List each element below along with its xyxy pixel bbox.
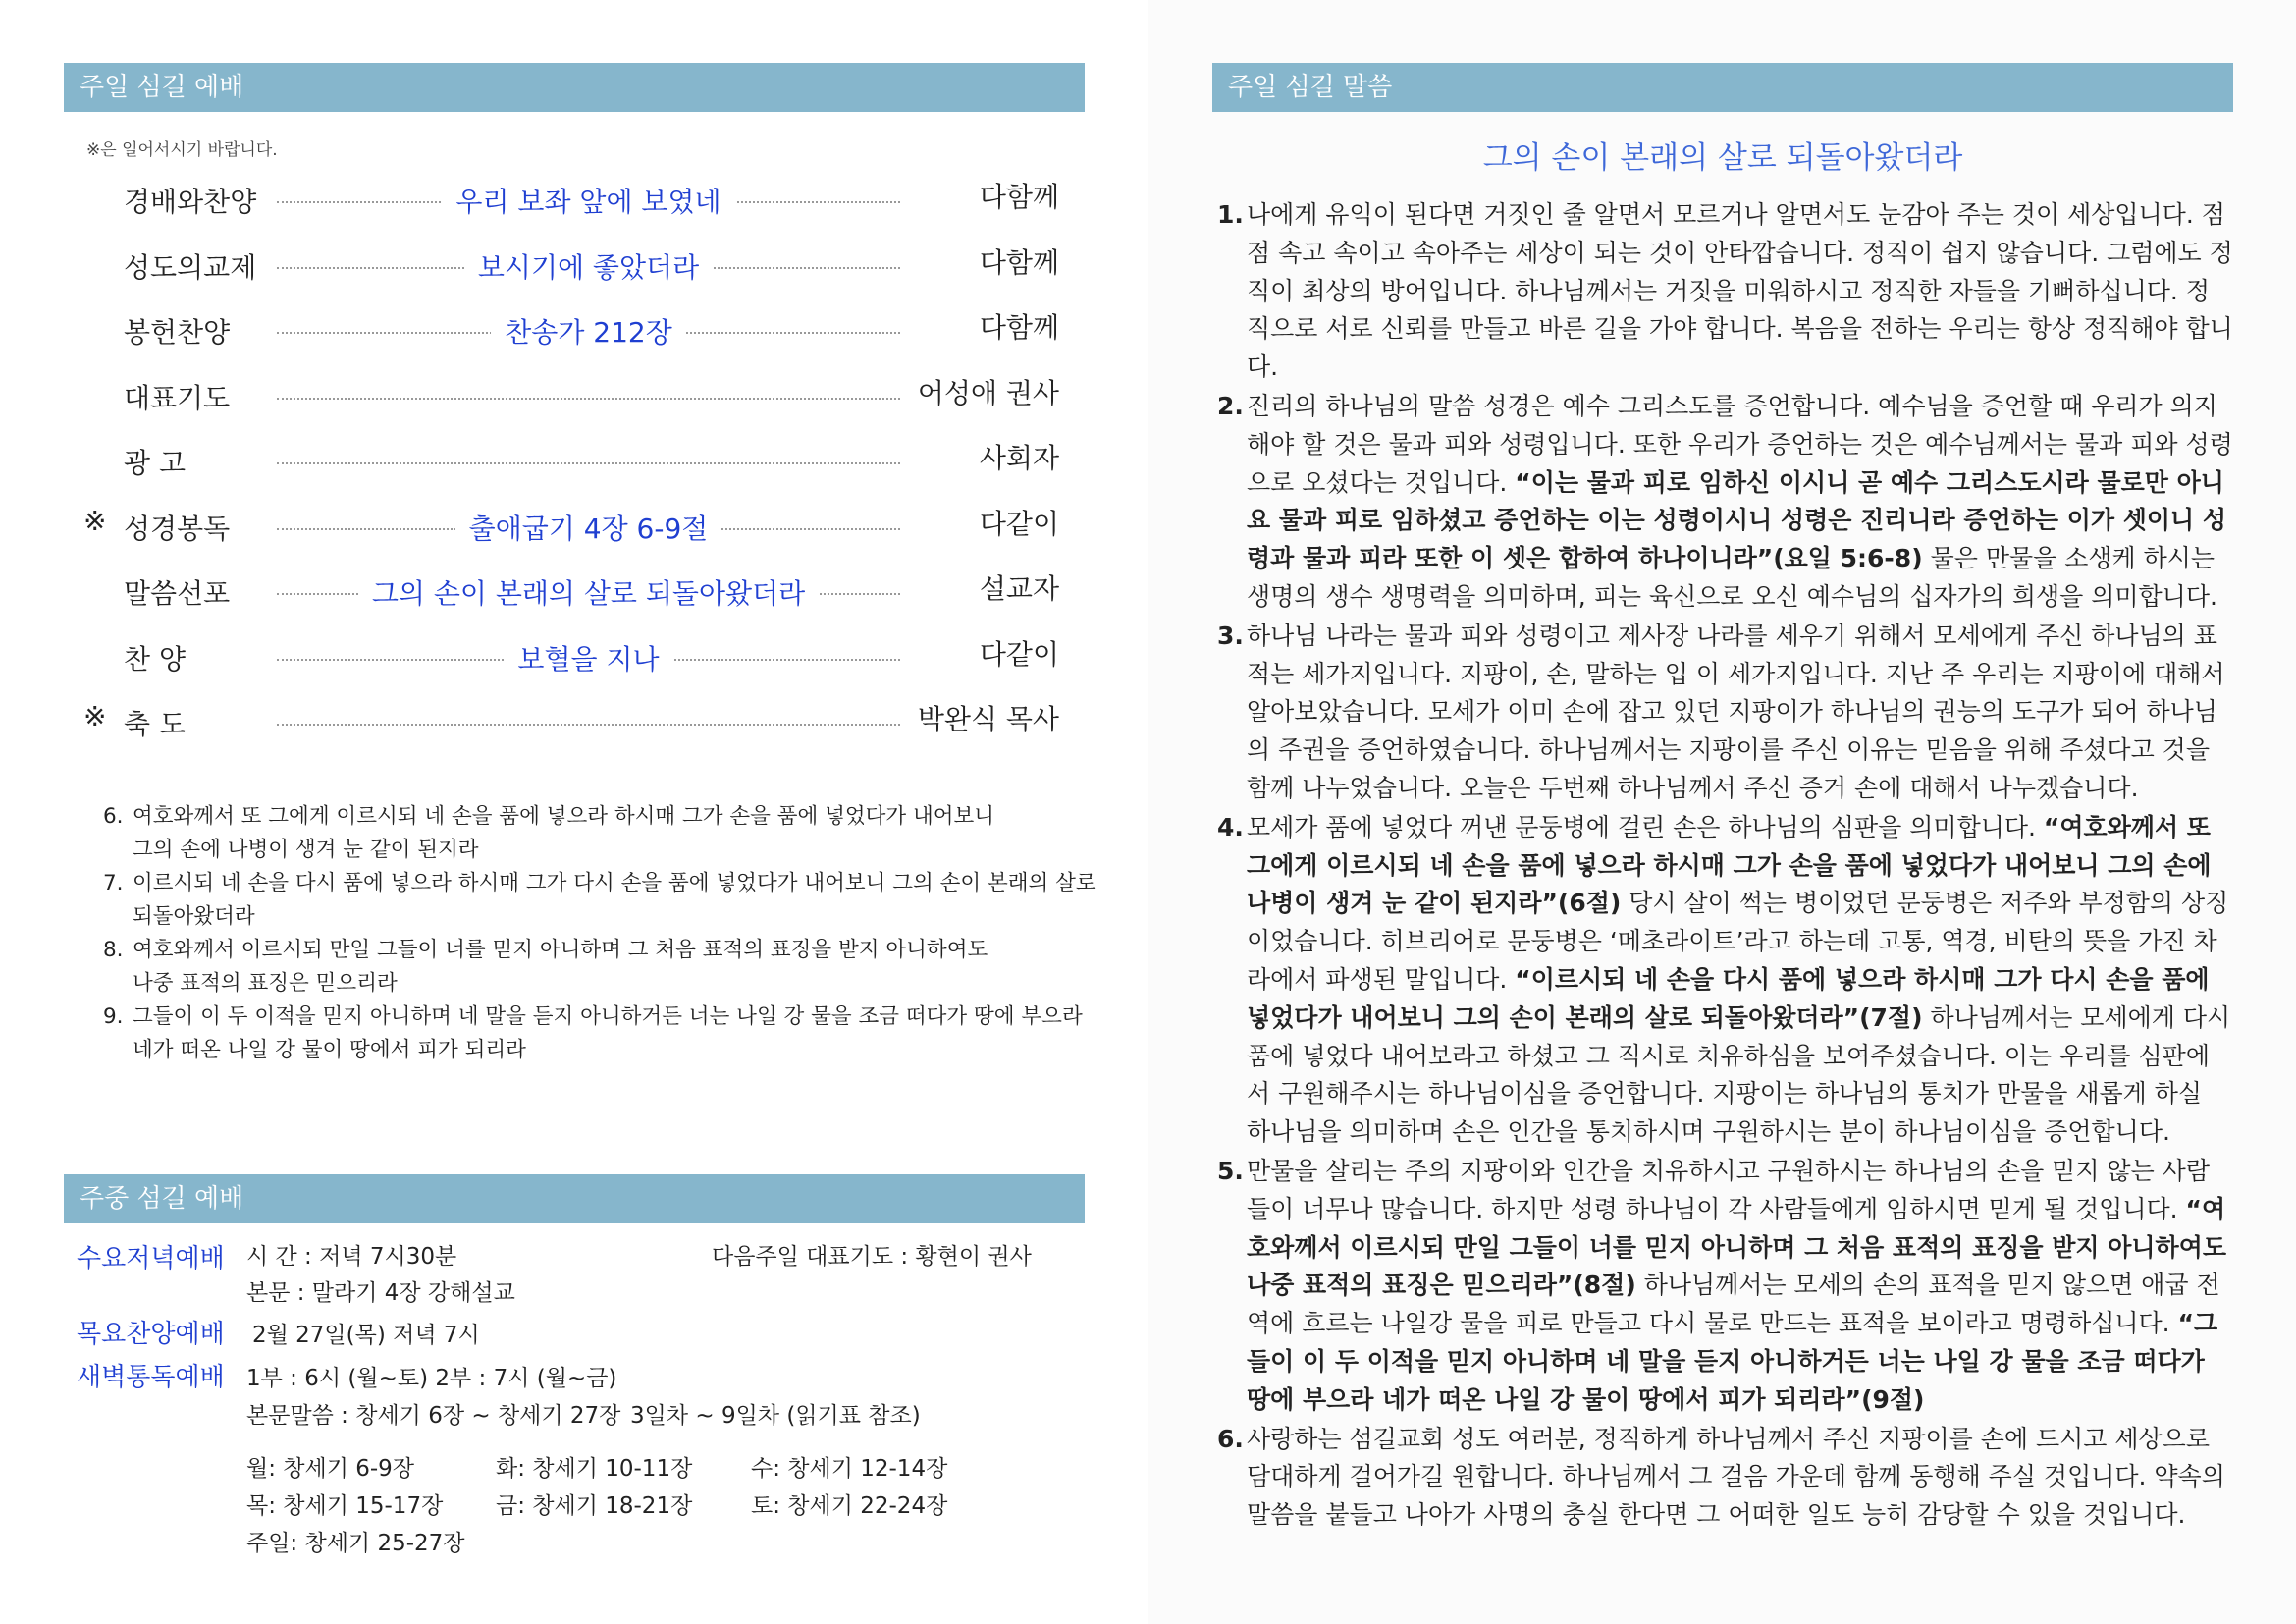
verse-line: 이르시되 네 손을 다시 품에 넣으라 하시매 그가 다시 손을 품에 넣었다가 내어보니 그의 손이 본래의 살로: [133, 871, 1096, 895]
point-text: 당시 살이 썩는 병이었던 문둥병은 저주와 부정함의 상징이었습니다. 히브리어로 문둥병은 ‘메초라이트’라고 하는데 고통, 역경, 비탄의 뜻을 가진 차라에서 파생된 말입니다.: [1247, 889, 2229, 994]
scripture-quote: “그들이 이 두 이적을 믿지 아니하며 네 말을 듣지 아니하거든 너는 나일 강 물을 조금 떠다가 땅에 부으라 네가 떠온 나일 강 물이 땅에서 피가 되리라”(9절): [1247, 1309, 2218, 1414]
sermon-point: [1217, 1421, 2233, 1535]
verse-line: 나중 표적의 표징은 믿으리라: [133, 971, 398, 996]
verse-number: 6.: [103, 804, 124, 829]
order-label: 성도의교제: [124, 251, 257, 284]
order-leader: 다함께: [979, 246, 1059, 279]
schedule-friday: 금: 창세기 18-21장: [496, 1493, 693, 1519]
point-text: 사랑하는 섬길교회 성도 여러분, 정직하게 하나님께서 주신 지팡이를 손에 드시고 세상으로 담대하게 걸어가길 원합니다. 하나님께서 그 걸음 가운데 함께 동행해 주실 것입니다. 약속의 말씀을 붙들고 나아가 사명의 충실 한다면 그 어떠한 일도 능히 감당할 수 있을 것입니다.: [1247, 1424, 2225, 1530]
point-number: 3.: [1217, 621, 1244, 650]
order-leader: 사회자: [979, 442, 1059, 474]
order-title: 보시기에 좋았더라: [464, 251, 713, 284]
dotted-leader: [277, 398, 900, 400]
order-leader: 다같이: [979, 508, 1059, 540]
point-number: 1.: [1217, 200, 1244, 229]
point-text: 하나님께서는 모세에게 다시 품에 넣었다 내어보라고 하셨고 그 직시로 치유하심을 보여주셨습니다. 이는 우리를 심판에서 구원해주시는 하나님이심을 증언합니다. 지팡이는 하나님의 통치가 만물을 새롭게 하실 하나님을 의미하며 손은 인간을 통치하시며 구원하시는 분이 하나님이심을 증언합니다.: [1247, 1002, 2231, 1147]
order-label: 경배와찬양: [124, 186, 257, 218]
point-number: 6.: [1217, 1424, 1244, 1453]
schedule-monday: 월: 창세기 6-9장: [246, 1456, 415, 1482]
order-label: 광 고: [124, 447, 186, 479]
sermon-header: 주일 섬길 말씀: [1212, 63, 2233, 112]
order-row: [64, 172, 1085, 221]
scripture-quote: “여호와께서 또 그에게 이르시되 네 손을 품에 넣으라 하시매 그가 손을 품에 넣었다가 내어보니 그의 손에 나병이 생겨 눈 같이 된지라”(6절): [1247, 812, 2212, 918]
sermon-point: [1217, 388, 2233, 617]
wednesday-text: 본문 : 말라기 4장 강해설교: [246, 1280, 515, 1306]
order-label: 축 도: [124, 708, 186, 740]
schedule-sunday: 주일: 창세기 25-27장: [246, 1531, 465, 1556]
dawn-service-name: 새벽통독예배: [77, 1363, 225, 1392]
point-text: 나에게 유익이 된다면 거짓인 줄 알면서 모르거나 알면서도 눈감아 주는 것이 세상입니다. 점점 속고 속이고 속아주는 세상이 되는 것이 안타깝습니다. 정직이 쉽지 않습니다. 그럼에도 정직이 최상의 방어입니다. 하나님께서는 거짓을 미워하시고 정직한 자들을 기뻐하십니다. 정직으로 서로 신뢰를 만들고 바른 길을 가야 합니다. 복음을 전하는 우리는 항상 정직해야 합니다.: [1247, 200, 2233, 382]
order-label: 말씀선포: [124, 577, 231, 610]
dawn-days: 3일차 ~ 9일차 (읽기표 참조): [630, 1403, 921, 1429]
scripture-quote: “이는 물과 피로 임하신 이시니 곧 예수 그리스도시라 물로만 아니요 물과 피로 임하셨고 증언하는 이는 성령이시니 성령은 진리니라 증언하는 이가 셋이니 성령과 물과 피라 또한 이 셋은 합하여 하나이니라”(요일 5:6-8): [1247, 467, 2226, 573]
wednesday-service-name: 수요저녁예배: [77, 1244, 225, 1273]
order-leader: 다함께: [979, 311, 1059, 344]
verse-line: 그들이 이 두 이적을 믿지 아니하며 네 말을 듣지 아니하거든 너는 나일 강 물을 조금 떠다가 땅에 부으라: [133, 1004, 1083, 1029]
sermon-point: [1217, 196, 2233, 387]
order-label: 찬 양: [124, 643, 186, 676]
verse-number: 9.: [103, 1004, 124, 1029]
verse-item: [103, 800, 1085, 867]
order-title: 그의 손이 본래의 살로 되돌아왔더라: [358, 577, 819, 610]
schedule-saturday: 토: 창세기 22-24장: [751, 1493, 948, 1519]
point-number: 5.: [1217, 1156, 1244, 1185]
order-leader: 박완식 목사: [917, 703, 1059, 735]
wednesday-time: 시 간 : 저녁 7시30분: [246, 1244, 457, 1270]
order-row: [64, 238, 1085, 287]
weekday-service-header: 주중 섬길 예배: [64, 1174, 1085, 1223]
verse-item: [103, 934, 1085, 1001]
scripture-quote: “이르시되 네 손을 다시 품에 넣으라 하시매 그가 다시 손을 품에 넣었다가 내어보니 그의 손이 본래의 살로 되돌아왔더라”(7절): [1247, 964, 2210, 1032]
point-text: 물은 만물을 소생케 하시는 생명의 생수 생명력을 의미하며, 피는 육신으로 오신 예수님의 십자가의 희생을 의미합니다.: [1247, 544, 2217, 611]
order-leader: 어성애 권사: [917, 377, 1059, 409]
point-number: 2.: [1217, 391, 1244, 420]
sunday-service-header: 주일 섬길 예배: [64, 63, 1085, 112]
order-title: 출애굽기 4장 6-9절: [455, 513, 722, 545]
point-text: 하나님께서는 모세의 손의 표적을 믿지 않으면 애굽 전역에 흐르는 나일강 물을 피로 만들고 다시 물로 만드는 표적을 보이라고 명령하십니다.: [1247, 1271, 2220, 1338]
order-title: 우리 보좌 앞에 보였네: [442, 186, 734, 218]
order-row: [64, 499, 1085, 548]
verse-item: [103, 867, 1096, 934]
verse-number: 8.: [103, 938, 124, 962]
schedule-thursday: 목: 창세기 15-17장: [246, 1493, 444, 1519]
dotted-leader: [277, 462, 900, 464]
order-leader: 설교자: [979, 572, 1059, 605]
verse-line: 여호와께서 이르시되 만일 그들이 너를 믿지 아니하며 그 처음 표적의 표징을 받지 아니하여도: [133, 938, 988, 962]
sermon-point: [1217, 618, 2233, 808]
thursday-time: 2월 27일(목) 저녁 7시: [252, 1323, 480, 1348]
scripture-quote: “여호와께서 이르시되 만일 그들이 너를 믿지 아니하며 그 처음 표적의 표징을 받지 아니하여도 나중 표적의 표징은 믿으리라”(8절): [1247, 1194, 2226, 1300]
thursday-service-name: 목요찬양예배: [77, 1320, 225, 1349]
order-row: [64, 368, 1085, 417]
point-text: 진리의 하나님의 말씀 성경은 예수 그리스도를 증언합니다. 예수님을 증언할 때 우리가 의지해야 할 것은 물과 피와 성령입니다. 또한 우리가 증언하는 것은 예수님께서는 물과 피와 성령으로 오셨다는 것입니다.: [1247, 391, 2233, 497]
point-text: 만물을 살리는 주의 지팡이와 인간을 치유하시고 구원하시는 하나님의 손을 믿지 않는 사람들이 너무나 많습니다. 하지만 성령 하나님이 각 사람들에게 임하시면 믿게 될 것입니다.: [1247, 1156, 2210, 1223]
point-number: 4.: [1217, 812, 1244, 841]
schedule-tuesday: 화: 창세기 10-11장: [496, 1456, 693, 1482]
standing-mark: ※: [83, 700, 107, 732]
verse-item: [103, 1001, 1085, 1067]
verse-line: 그의 손에 나병이 생겨 눈 같이 된지라: [133, 838, 479, 862]
verse-line: 되돌아왔더라: [133, 904, 255, 929]
order-title: 보혈을 지나: [504, 643, 672, 676]
order-label: 대표기도: [124, 382, 231, 414]
verse-line: 네가 떠온 나일 강 물이 땅에서 피가 되리라: [133, 1038, 526, 1062]
point-text: 모세가 품에 넣었다 꺼낸 문둥병에 걸린 손은 하나님의 심판을 의미합니다.: [1247, 812, 2044, 841]
order-leader: 다같이: [979, 638, 1059, 671]
dawn-text: 본문말씀 : 창세기 6장 ~ 창세기 27장: [246, 1403, 621, 1429]
order-leader: 다함께: [979, 181, 1059, 213]
scripture-verses: [103, 800, 1096, 1067]
sermon-point: [1217, 1153, 2233, 1420]
order-row: [64, 433, 1085, 482]
sermon-points: [1217, 196, 2233, 1536]
point-text: 하나님 나라는 물과 피와 성령이고 제사장 나라를 세우기 위해서 모세에게 주신 하나님의 표적는 세가지입니다. 지팡이, 손, 말하는 입 이 세가지입니다. 지난 주 우리는 지팡이에 대해서 알아보았습니다. 모세가 이미 손에 잡고 있던 지팡이가 하나님의 권능의 도구가 되어 하나님의 주권을 증언하였습니다. 하나님께서는 지팡이를 주신 이유는 믿음을 위해 주셨다고 것을 함께 나누었습니다. 오늘은 두번째 하나님께서 주신 증거 손에 대해서 나누겠습니다.: [1247, 621, 2225, 802]
sermon-title: 그의 손이 본래의 살로 되돌아왔더라: [1482, 140, 1963, 176]
standing-note: ※은 일어서시기 바랍니다.: [86, 140, 278, 160]
next-week-prayer: 다음주일 대표기도 : 황현이 권사: [712, 1244, 1032, 1270]
order-title: 찬송가 212장: [491, 316, 686, 349]
schedule-wednesday: 수: 창세기 12-14장: [751, 1456, 948, 1482]
left-page: [64, 0, 1096, 1624]
order-row: [64, 564, 1085, 613]
right-page: [1212, 0, 2233, 1624]
verse-number: 7.: [103, 871, 124, 895]
dotted-leader: [277, 724, 900, 726]
order-row: [64, 629, 1085, 678]
standing-mark: ※: [83, 505, 107, 537]
order-row: [64, 302, 1085, 352]
order-label: 성경봉독: [124, 513, 231, 545]
sermon-point: [1217, 809, 2233, 1152]
dawn-time: 1부 : 6시 (월~토) 2부 : 7시 (월~금): [246, 1366, 617, 1391]
order-row: [64, 694, 1085, 743]
order-label: 봉헌찬양: [124, 316, 231, 349]
verse-line: 여호와께서 또 그에게 이르시되 네 손을 품에 넣으라 하시매 그가 손을 품에 넣었다가 내어보니: [133, 804, 995, 829]
